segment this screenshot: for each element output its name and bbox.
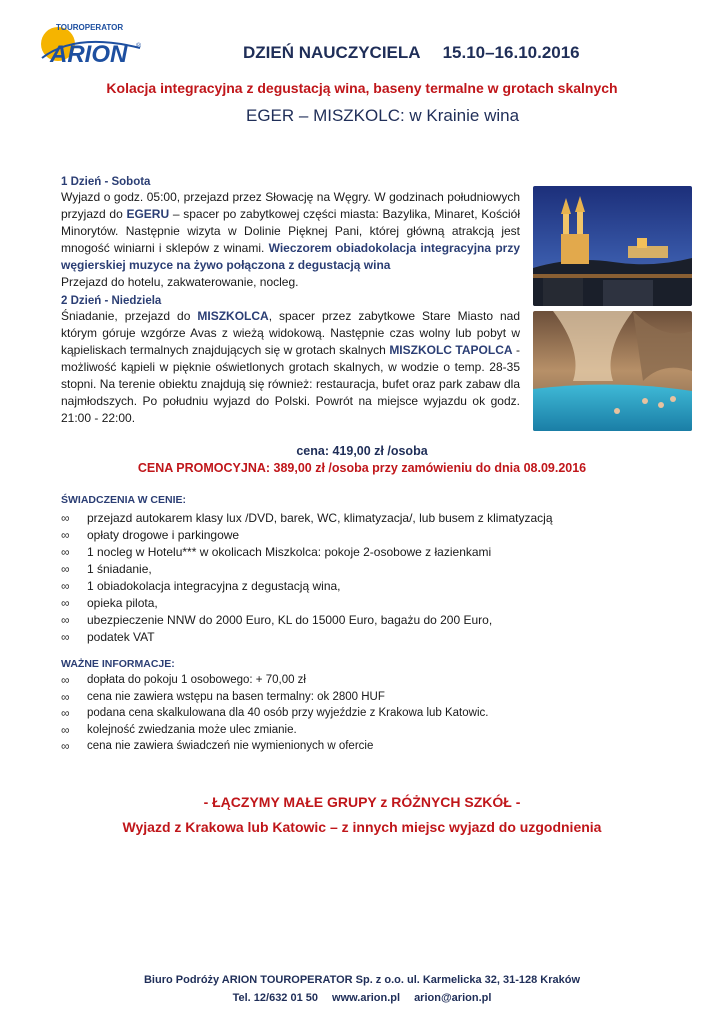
infinity-bullet-icon: ∞ (61, 722, 70, 737)
footer-phone: Tel. 12/632 01 50 (232, 992, 319, 1004)
info-item-text: podana cena skalkulowana dla 40 osób przy wyjeździe z Krakowa lub Katowic. (87, 707, 489, 719)
offer-destination (246, 106, 519, 126)
info-item-text: cena nie zawiera wstępu na basen termalny: ok 2800 HUF (87, 690, 385, 703)
included-item-text: przejazd autokarem klasy lux /DVD, barek, WC, klimatyzacja/, lub busem z klimatyzacją (87, 511, 553, 525)
logo-top-text: TOUROPERATOR (56, 23, 124, 32)
info-item-text: dopłata do pokoju 1 osobowego: + 70,00 zł (87, 674, 306, 686)
day2-text-2: , spacer przez zabytkowe Stare Miasto nad którym góruje wzgórze Avas z wieżą widokową. Następnie czas wolny lub pobyt w kąpieliskach termalnych znajdujących się w grotach skalnych (61, 309, 520, 357)
included-item (61, 612, 553, 629)
day1-heading: 1 Dzień - Sobota (61, 176, 151, 188)
day1-description (61, 189, 520, 291)
included-item-text: 1 obiadokolacja integracyjna z degustacją wina, (87, 579, 341, 593)
destination-name: EGER – MISZKOLC (246, 106, 400, 125)
arion-logo (36, 18, 148, 74)
eger-night-photo (533, 186, 692, 306)
infinity-bullet-icon: ∞ (61, 689, 70, 704)
infinity-bullet-icon: ∞ (61, 613, 70, 627)
info-item (61, 672, 488, 689)
info-item (61, 689, 488, 706)
included-item (61, 527, 553, 544)
footer-address: Biuro Podróży ARION TOUROPERATOR Sp. z o.o. ul. Karmelicka 32, 31-128 Kraków (143, 974, 581, 986)
included-item-text: 1 nocleg w Hotelu*** w okolicach Miszkolca: pokoje 2-osobowe z łazienkami (87, 545, 492, 559)
infinity-bullet-icon: ∞ (61, 579, 70, 593)
day1-text-1: Wyjazd o godz. 05:00, przejazd przez Słowację na Węgry. W godzinach południowych przyjazd do (61, 190, 520, 221)
footer-website-link[interactable]: www.arion.pl (332, 992, 401, 1004)
included-item-text: opieka pilota, (87, 596, 158, 610)
destination-tagline: : w Krainie wina (399, 106, 520, 125)
info-item (61, 738, 488, 755)
info-item-text: cena nie zawiera świadczeń nie wymienionych w ofercie (87, 740, 374, 752)
included-item (61, 544, 553, 561)
info-heading: WAŻNE INFORMACJE: (61, 658, 175, 670)
offer-title-text: DZIEŃ NAUCZYCIELA (243, 43, 421, 62)
price-regular: cena: 419,00 zł /osoba (296, 444, 428, 458)
infinity-bullet-icon: ∞ (61, 739, 70, 753)
included-item-text: opłaty drogowe i parkingowe (87, 528, 240, 542)
footer-email-link[interactable]: arion@arion.pl (414, 992, 492, 1004)
info-item (61, 705, 488, 722)
info-item-text: kolejność zwiedzania może ulec zmianie. (87, 723, 297, 736)
infinity-bullet-icon: ∞ (61, 528, 70, 542)
day2-heading: 2 Dzień - Niedziela (61, 295, 162, 307)
small-groups-banner: - ŁĄCZYMY MAŁE GRUPY z RÓŻNYCH SZKÓŁ - (203, 794, 521, 810)
included-item (61, 595, 553, 612)
included-item-text: podatek VAT (87, 630, 155, 644)
arion-logo-graphic (36, 18, 148, 74)
day2-description (61, 308, 520, 427)
offer-dates: 15.10–16.10.2016 (442, 43, 580, 62)
offer-subtitle: Kolacja integracyjna z degustacją wina, baseny termalne w grotach skalnych (106, 80, 618, 96)
footer-contacts (0, 992, 724, 1004)
day2-spa: MISZKOLC TAPOLCA (389, 343, 513, 357)
info-item (61, 722, 488, 739)
day1-text-3: Przejazd do hotelu, zakwaterowanie, nocleg. (61, 275, 299, 289)
price-promo: CENA PROMOCYJNA: 389,00 zł /osoba przy zamówieniu do dnia 08.09.2016 (137, 461, 587, 475)
included-item (61, 578, 553, 595)
day1-city: EGERU (126, 207, 170, 221)
infinity-bullet-icon: ∞ (61, 630, 70, 644)
info-list (61, 672, 488, 755)
offer-title (243, 43, 580, 63)
day1-dinner-highlight: Wieczorem obiadokolacja integracyjna przy węgierskiej muzyce na żywo połączona z degustacją wina (61, 241, 520, 272)
day2-city: MISZKOLCA (197, 309, 269, 323)
infinity-bullet-icon: ∞ (61, 706, 70, 720)
included-item-text: ubezpieczenie NNW do 2000 Euro, KL do 15000 Euro, bagażu do 200 Euro, (87, 613, 493, 627)
day2-text-3: - możliwość kąpieli w pięknie oświetlonych grotach skalnych, w wodzie o temp. 28-35 stopni. Na terenie obiektu znajdują się również: restauracja, bufet oraz park zabaw dla najmłodszych. Po południu wyjazd do Polski. Powrót na miejsce wyjazdu ok godz. 21:00 - 22:00. (61, 343, 520, 425)
infinity-bullet-icon: ∞ (61, 545, 70, 559)
included-item (61, 510, 553, 527)
infinity-bullet-icon: ∞ (61, 562, 70, 576)
infinity-bullet-icon: ∞ (61, 673, 70, 687)
departure-info: Wyjazd z Krakowa lub Katowic – z innych miejsc wyjazd do uzgodnienia (122, 819, 602, 835)
logo-registered-mark: ® (136, 43, 142, 50)
day1-text-2: – spacer po zabytkowej części miasta: Bazylika, Minaret, Kościół Minorytów. Następnie wizyta w Dolinie Pięknej Pani, której główną atrakcją jest mnogość winiarni i sklepów z winami. (61, 207, 520, 255)
included-heading: ŚWIADCZENIA W CENIE: (61, 494, 187, 506)
day2-text-1: Śniadanie, przejazd do (61, 309, 198, 323)
infinity-bullet-icon: ∞ (61, 596, 70, 610)
logo-brand-text: ARION (50, 41, 128, 68)
included-item (61, 629, 553, 646)
included-item-text: 1 śniadanie, (87, 562, 152, 576)
infinity-bullet-icon: ∞ (61, 511, 70, 525)
included-item (61, 561, 553, 578)
included-list (61, 510, 553, 646)
thermal-cave-photo (533, 311, 692, 431)
